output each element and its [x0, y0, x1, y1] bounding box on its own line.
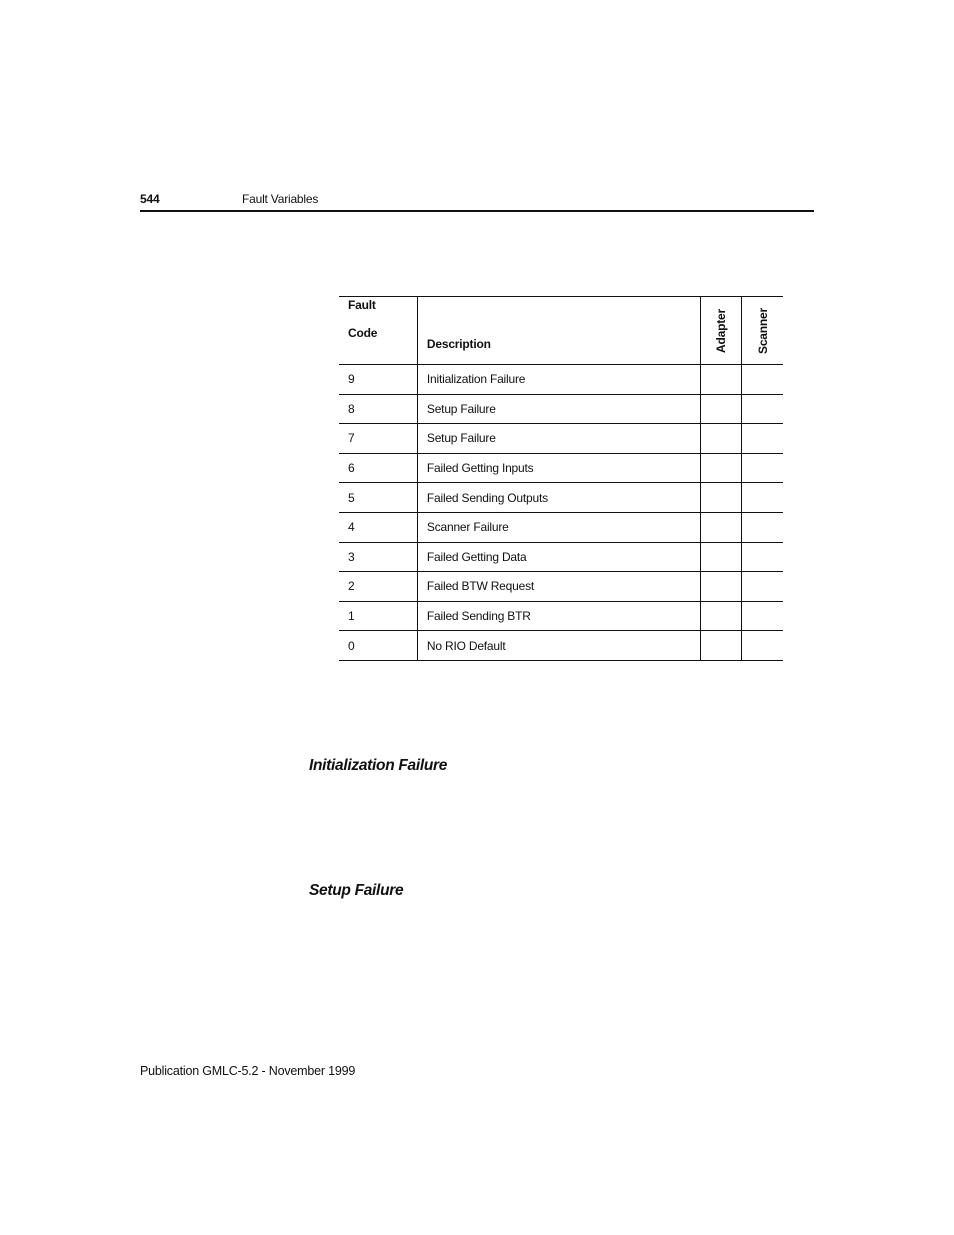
header-fault-code-line1: Fault: [348, 298, 376, 312]
fault-code-cell: 2: [339, 572, 417, 602]
header-rule: [140, 210, 814, 212]
fault-code-cell: 1: [339, 601, 417, 631]
fault-code-cell: 7: [339, 424, 417, 454]
description-cell: Setup Failure: [417, 394, 700, 424]
description-cell: Failed Sending Outputs: [417, 483, 700, 513]
scanner-cell: [742, 365, 783, 395]
adapter-cell: [701, 394, 742, 424]
scanner-cell: [742, 394, 783, 424]
description-cell: Failed Getting Data: [417, 542, 700, 572]
description-cell: Initialization Failure: [417, 365, 700, 395]
fault-code-cell: 0: [339, 631, 417, 661]
adapter-cell: [701, 453, 742, 483]
description-cell: Failed BTW Request: [417, 572, 700, 602]
table-header-row: [339, 297, 783, 365]
scanner-cell: [742, 631, 783, 661]
description-cell: Setup Failure: [417, 424, 700, 454]
table-row: [339, 542, 783, 572]
scanner-cell: [742, 424, 783, 454]
table-row: [339, 453, 783, 483]
adapter-cell: [701, 572, 742, 602]
table-row: [339, 483, 783, 513]
header-fault-code: [339, 297, 417, 365]
adapter-cell: [701, 365, 742, 395]
description-cell: No RIO Default: [417, 631, 700, 661]
table-row: [339, 512, 783, 542]
table-row: [339, 394, 783, 424]
adapter-cell: [701, 601, 742, 631]
scanner-cell: [742, 512, 783, 542]
footer-publication: Publication GMLC-5.2 - November 1999: [140, 1064, 356, 1078]
table-row: [339, 631, 783, 661]
fault-code-cell: 9: [339, 365, 417, 395]
fault-code-cell: 5: [339, 483, 417, 513]
adapter-cell: [701, 631, 742, 661]
header-scanner-label: Scanner: [755, 308, 770, 354]
fault-code-cell: 6: [339, 453, 417, 483]
table-row: [339, 572, 783, 602]
description-cell: Scanner Failure: [417, 512, 700, 542]
adapter-cell: [701, 512, 742, 542]
scanner-cell: [742, 572, 783, 602]
table-row: [339, 365, 783, 395]
header-adapter-label: Adapter: [714, 309, 729, 353]
section-heading-initialization-failure: Initialization Failure: [309, 757, 448, 774]
scanner-cell: [742, 542, 783, 572]
fault-code-table: [339, 296, 783, 661]
fault-code-cell: 3: [339, 542, 417, 572]
scanner-cell: [742, 483, 783, 513]
running-title: Fault Variables: [242, 192, 319, 206]
scanner-cell: [742, 453, 783, 483]
header-description-label: Description: [426, 337, 491, 351]
adapter-cell: [701, 542, 742, 572]
page-number: 544: [140, 192, 160, 206]
fault-code-cell: 4: [339, 512, 417, 542]
description-cell: Failed Sending BTR: [417, 601, 700, 631]
header-fault-code-line2: Code: [348, 326, 378, 340]
scanner-cell: [742, 601, 783, 631]
adapter-cell: [701, 424, 742, 454]
header-adapter: [701, 297, 742, 365]
header-scanner: [742, 297, 783, 365]
section-heading-setup-failure: Setup Failure: [309, 882, 404, 899]
adapter-cell: [701, 483, 742, 513]
description-cell: Failed Getting Inputs: [417, 453, 700, 483]
header-description: [417, 297, 700, 365]
fault-code-cell: 8: [339, 394, 417, 424]
table-row: [339, 601, 783, 631]
table-row: [339, 424, 783, 454]
